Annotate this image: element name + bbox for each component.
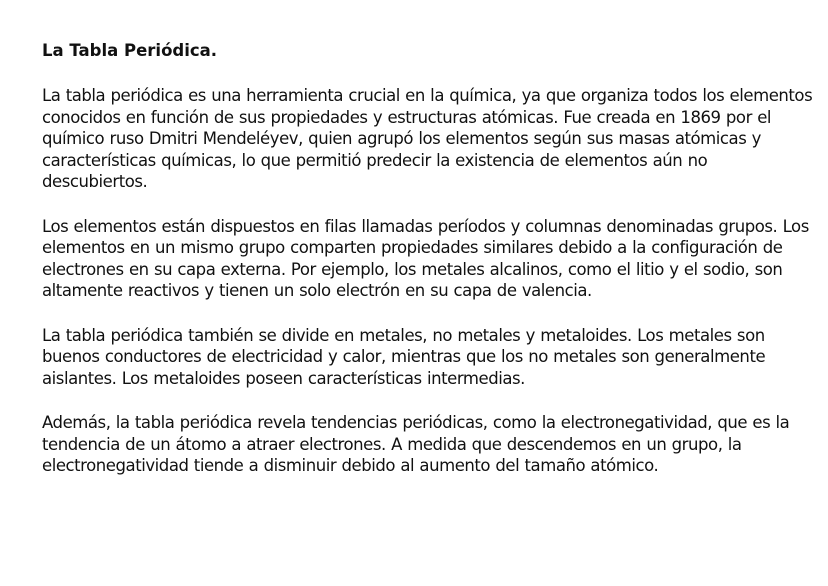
paragraph-periods-groups: Los elementos están dispuestos en filas llamadas períodos y columnas denominadas grupos. Los elementos en un mismo grupo comparten propiedades similares debido a la configuración de electrones en su capa externa. Por ejemplo, los metales alcalinos, como el litio y el sodio, son altamente reactivos y tienen un solo electrón en su capa de valencia. — [42, 216, 809, 300]
paragraph-trends: Además, la tabla periódica revela tendencias periódicas, como la electronegatividad, que es la tendencia de un átomo a atraer electrones. A medida que descendemos en un grupo, la electronegatividad tiende a disminuir debido al aumento del tamaño atómico. — [42, 413, 790, 475]
document-body — [42, 40, 817, 477]
document-title: La Tabla Periódica. — [42, 41, 218, 60]
paragraph-intro: La tabla periódica es una herramienta crucial en la química, ya que organiza todos los elementos conocidos en función de sus propiedades y estructuras atómicas. Fue creada en 1869 por el químico ruso Dmitri Mendeléyev, quien agrupó los elementos según sus masas atómicas y características químicas, lo que permitió predecir la existencia de elementos aún no descubiertos. — [42, 86, 813, 191]
paragraph-metals: La tabla periódica también se divide en metales, no metales y metaloides. Los metales son buenos conductores de electricidad y calor, mientras que los no metales son generalmente aislantes. Los metaloides poseen características intermedias. — [42, 325, 766, 388]
